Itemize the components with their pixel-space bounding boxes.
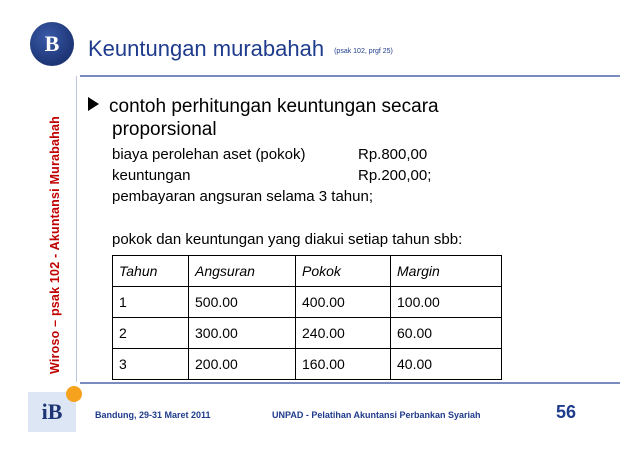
cell-angsuran: 200.00 [189,349,296,380]
cell-tahun: 3 [113,349,189,380]
bottom-divider [80,382,620,384]
cell-tahun: 1 [113,287,189,318]
top-divider [80,75,620,77]
sun-icon [66,386,82,402]
cell-pokok: 400.00 [296,287,391,318]
ib-logo: iB [28,392,76,432]
bullet-arrow-icon [88,97,99,111]
bi-logo: B [30,22,74,66]
table-row [113,349,502,380]
bullet-line-2: proporsional [112,119,217,140]
detail-value-cost: Rp.800,00 [358,146,428,163]
title-note: (psak 102, prgf 25) [334,48,393,55]
footer-location-date: Bandung, 29-31 Maret 2011 [95,410,211,420]
header-tahun: Tahun [113,256,189,287]
table-row [113,287,502,318]
page-number: 56 [556,402,577,422]
slide-title [88,36,393,62]
detail-label-profit: keuntungan [112,167,191,184]
table-row [113,318,502,349]
header-pokok: Pokok [296,256,391,287]
footer-event: UNPAD - Pelatihan Akuntansi Perbankan Syariah [272,410,481,420]
cell-tahun: 2 [113,318,189,349]
header-margin: Margin [391,256,502,287]
cell-pokok: 240.00 [296,318,391,349]
side-vertical-caption: Wiroso – psak 102 - Akuntansi Murabahah [48,116,62,374]
table-header-row [113,256,502,287]
bullet-line-1: contoh perhitungan keuntungan secara [88,96,439,118]
table-intro: pokok dan keuntungan yang diakui setiap tahun sbb: [112,231,463,248]
cell-margin: 40.00 [391,349,502,380]
installment-table [112,255,502,380]
cell-pokok: 160.00 [296,349,391,380]
cell-angsuran: 500.00 [189,287,296,318]
payment-text: pembayaran angsuran selama 3 tahun; [112,188,374,205]
title-text: Keuntungan murabahah [88,36,325,61]
detail-value-profit: Rp.200,00; [358,167,432,184]
header-angsuran: Angsuran [189,256,296,287]
cell-margin: 60.00 [391,318,502,349]
cell-margin: 100.00 [391,287,502,318]
detail-label-cost: biaya perolehan aset (pokok) [112,146,306,163]
cell-angsuran: 300.00 [189,318,296,349]
left-divider [76,76,77,382]
